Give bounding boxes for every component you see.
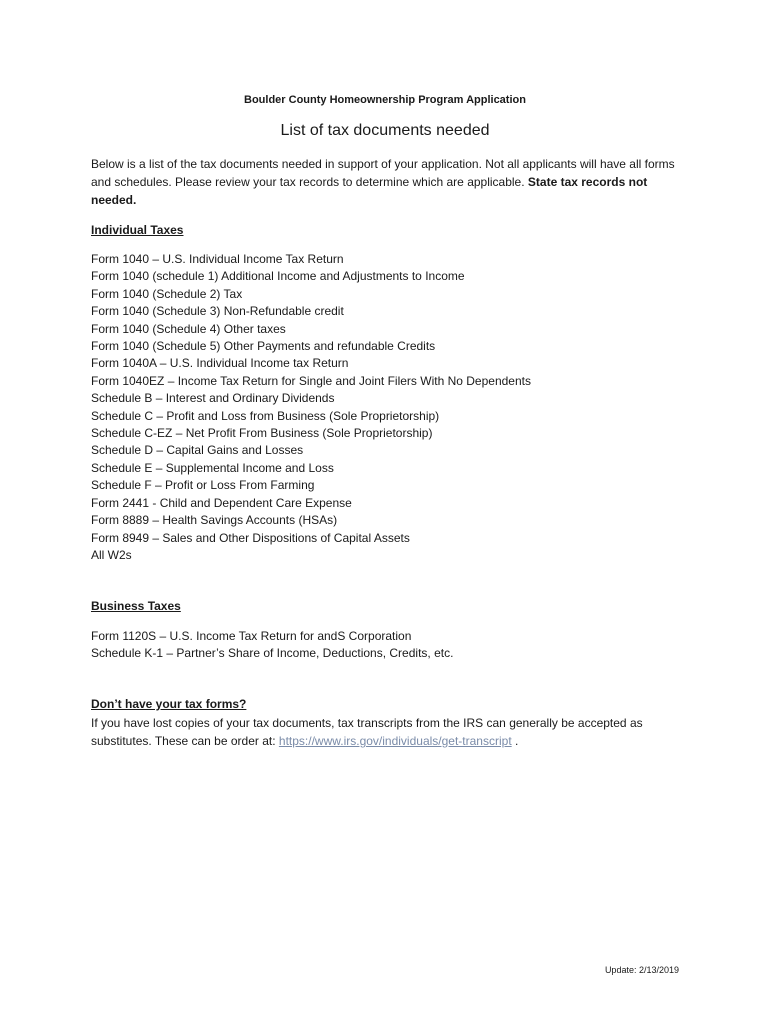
intro-bold-note: State tax records not needed.: [91, 175, 648, 207]
list-item: Form 1040 (Schedule 5) Other Payments and refundable Credits: [91, 339, 436, 354]
list-item: Schedule C-EZ – Net Profit From Business (Sole Proprietorship): [91, 426, 433, 441]
no-tax-forms-text: If you have lost copies of your tax documents, tax transcripts from the IRS can generally be accepted as substitutes. These can be order at:: [91, 716, 643, 748]
list-item: Schedule D – Capital Gains and Losses: [91, 443, 304, 458]
document-title: List of tax documents needed: [280, 122, 490, 139]
individual-taxes-heading: Individual Taxes: [91, 223, 184, 237]
irs-transcript-link[interactable]: https://www.irs.gov/individuals/get-transcript: [278, 734, 512, 748]
list-item: Form 8949 – Sales and Other Dispositions of Capital Assets: [91, 530, 410, 545]
list-item: All W2s: [91, 547, 132, 562]
intro-text: Below is a list of the tax documents needed in support of your application. Not all applicants will have all forms and schedules. Please review your tax records to determine which are applicable.: [91, 157, 675, 189]
individual-taxes-list: [91, 251, 531, 564]
intro-paragraph: [91, 155, 691, 209]
no-tax-forms-after-link: .: [511, 734, 519, 748]
list-item: Form 1040 (Schedule 2) Tax: [91, 286, 243, 301]
business-taxes-heading: Business Taxes: [91, 599, 181, 613]
list-item: Form 1040A – U.S. Individual Income tax Return: [91, 356, 349, 371]
no-tax-forms-paragraph: [91, 714, 691, 750]
list-item: Form 1040 (Schedule 4) Other taxes: [91, 321, 286, 336]
list-item: Form 1040EZ – Income Tax Return for Single and Joint Filers With No Dependents: [91, 373, 531, 388]
list-item: Form 1040 – U.S. Individual Income Tax Return: [91, 252, 344, 266]
list-item: Schedule E – Supplemental Income and Loss: [91, 460, 334, 475]
list-item: Schedule C – Profit and Loss from Business (Sole Proprietorship): [91, 408, 440, 423]
list-item: Schedule K-1 – Partner’s Share of Income, Deductions, Credits, etc.: [91, 646, 454, 661]
document-heading: Boulder County Homeownership Program Application: [244, 94, 526, 106]
no-tax-forms-heading: Don’t have your tax forms?: [91, 697, 247, 711]
business-taxes-list: [91, 628, 453, 663]
list-item: Form 1120S – U.S. Income Tax Return for andS Corporation: [91, 629, 412, 643]
list-item: Form 1040 (schedule 1) Additional Income and Adjustments to Income: [91, 269, 465, 284]
list-item: Form 2441 - Child and Dependent Care Expense: [91, 495, 352, 510]
update-date: Update: 2/13/2019: [604, 965, 679, 975]
list-item: Form 8889 – Health Savings Accounts (HSAs): [91, 513, 338, 528]
list-item: Schedule B – Interest and Ordinary Dividends: [91, 391, 335, 406]
list-item: Form 1040 (Schedule 3) Non-Refundable credit: [91, 304, 344, 319]
list-item: Schedule F – Profit or Loss From Farming: [91, 478, 315, 493]
